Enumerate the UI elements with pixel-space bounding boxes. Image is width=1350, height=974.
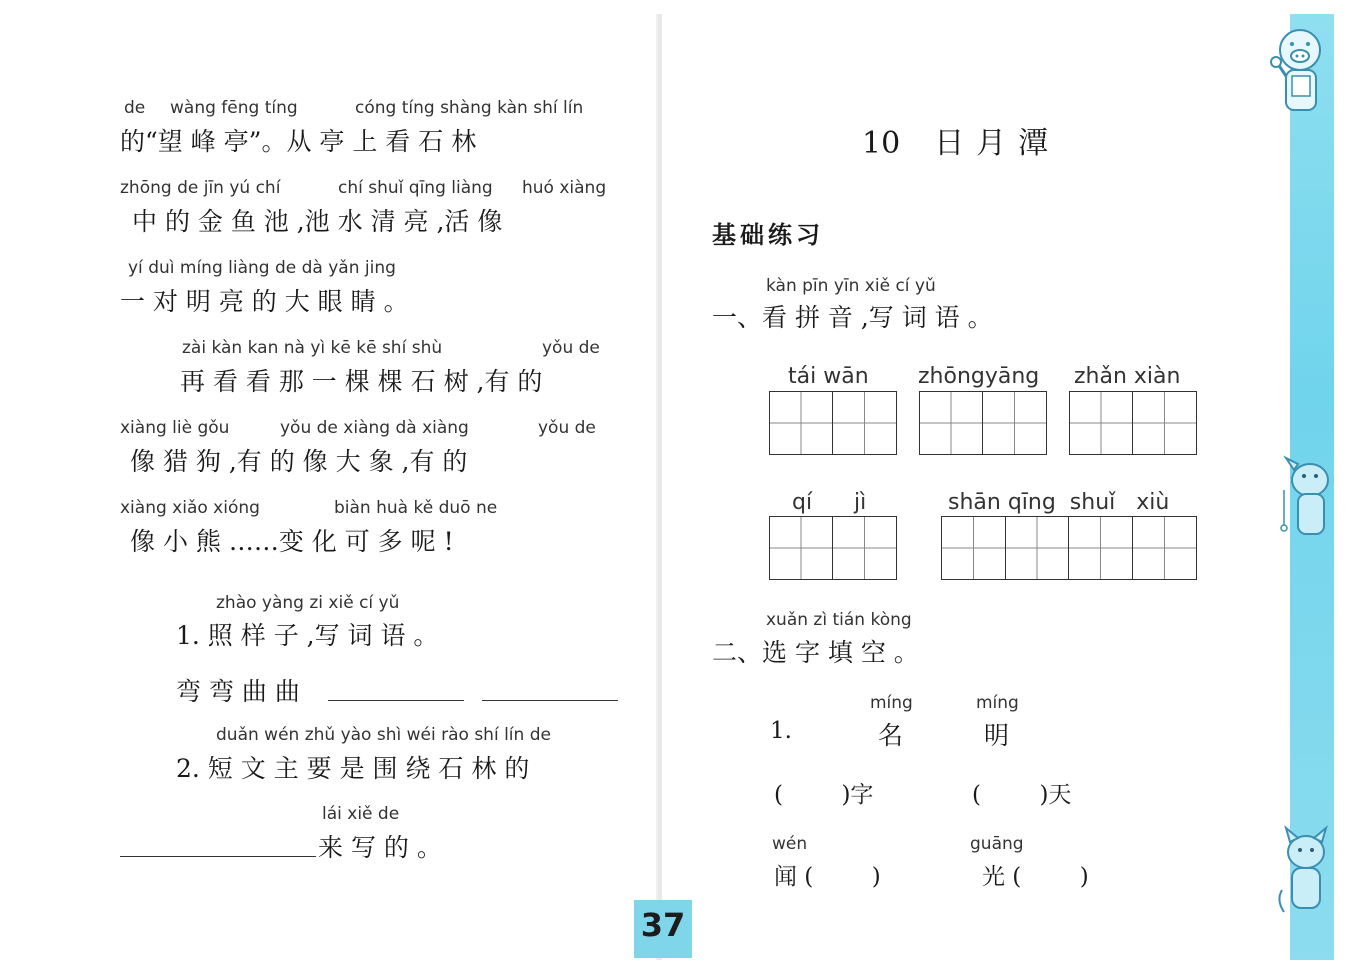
q2-prompt-end: 来 写 的 。 <box>318 833 442 862</box>
word5-pinyin: shān qīng shuǐ xiù <box>948 490 1170 515</box>
writing-cell[interactable] <box>1069 517 1133 579</box>
q1-pinyin: zhào yàng zi xiě cí yǔ <box>216 593 400 613</box>
pinyin-line-5a: xiàng liè gǒu <box>120 418 230 438</box>
pinyin-line-3: yí duì míng liàng de dà yǎn jing <box>128 258 396 278</box>
part1-pinyin: kàn pīn yīn xiě cí yǔ <box>766 276 936 296</box>
pinyin-line-2c: huó xiàng <box>522 178 607 198</box>
choice2-pinyin: míng <box>976 693 1019 713</box>
pinyin-line-5b: yǒu de xiàng dà xiàng <box>280 418 469 438</box>
text-line-5: 像 猎 狗 ,有 的 像 大 象 ,有 的 <box>130 447 468 476</box>
word1-pinyin: tái wān <box>788 364 869 389</box>
pinyin-line-4a: zài kàn kan nà yì kē kē shí shù <box>182 338 443 358</box>
q1-answer-blank-1[interactable] <box>328 700 464 701</box>
word4-writing-grid[interactable] <box>769 516 897 580</box>
pinyin-line-4b: yǒu de <box>542 338 600 358</box>
q2-pinyin-2: lái xiě de <box>322 804 400 824</box>
q1-prompt: 1. 照 样 子 ,写 词 语 。 <box>176 621 439 650</box>
section-title: 基础练习 <box>712 221 824 249</box>
writing-cell[interactable] <box>1133 392 1196 454</box>
q2-prompt: 2. 短 文 主 要 是 围 绕 石 林 的 <box>176 754 530 783</box>
text-line-3: 一 对 明 亮 的 大 眼 睛 。 <box>120 287 409 316</box>
word2-pinyin: zhōngyāng <box>918 364 1040 389</box>
text-line-1: 的“望 峰 亭”。从 亭 上 看 石 林 <box>120 127 477 156</box>
pinyin-line-2b: chí shuǐ qīng liàng <box>338 178 493 198</box>
item-number: 1. <box>770 718 792 744</box>
lesson-title <box>862 118 1060 162</box>
pinyin-line-2a: zhōng de jīn yú chí <box>120 178 281 198</box>
pinyin-line-6b: biàn huà kě duō ne <box>334 498 498 518</box>
q1-answer-blank-2[interactable] <box>482 700 618 701</box>
dog-mascot-icon <box>1276 430 1338 560</box>
row2-pinyin-1: wén <box>772 834 808 854</box>
word4-pinyin: qí jì <box>792 490 867 515</box>
lesson-title-text: 日月潭 <box>934 126 1061 161</box>
word1-writing-grid[interactable] <box>769 391 897 455</box>
word2-writing-grid[interactable] <box>919 391 1047 455</box>
row2-pinyin-2: guāng <box>970 834 1024 854</box>
writing-cell[interactable] <box>983 392 1046 454</box>
writing-cell[interactable] <box>833 517 896 579</box>
text-line-4: 再 看 看 那 一 棵 棵 石 树 ,有 的 <box>180 367 543 396</box>
pinyin-line-5c: yǒu de <box>538 418 596 438</box>
fill-blank-2[interactable]: ( )天 <box>972 782 1072 808</box>
text-line-2: 中 的 金 鱼 池 ,池 水 清 亮 ,活 像 <box>132 207 503 236</box>
choice1-char: 名 <box>878 721 904 750</box>
writing-cell[interactable] <box>770 517 833 579</box>
choice1-pinyin: míng <box>870 693 913 713</box>
writing-cell[interactable] <box>1133 517 1197 579</box>
cat-mascot-icon <box>1272 820 1338 930</box>
text-line-6: 像 小 熊 ……变 化 可 多 呢 ! <box>130 527 454 556</box>
pinyin-line-1c: cóng tíng shàng kàn shí lín <box>355 98 584 118</box>
word3-writing-grid[interactable] <box>1069 391 1197 455</box>
pinyin-line-1a: de <box>124 98 146 118</box>
q2-answer-blank[interactable] <box>120 856 316 857</box>
pinyin-line-1b: wàng fēng tíng <box>170 98 298 118</box>
word5-writing-grid[interactable] <box>941 516 1197 580</box>
fill-blank-1[interactable]: ( )字 <box>774 782 874 808</box>
fill-blank-4[interactable]: 光 ( ) <box>982 864 1089 890</box>
writing-cell[interactable] <box>770 392 833 454</box>
writing-cell[interactable] <box>833 392 896 454</box>
writing-cell[interactable] <box>920 392 983 454</box>
word3-pinyin: zhǎn xiàn <box>1074 364 1181 389</box>
part2-pinyin: xuǎn zì tián kòng <box>766 610 912 630</box>
pinyin-line-6a: xiàng xiǎo xióng <box>120 498 260 518</box>
part2-label: 二、选 字 填 空 。 <box>712 638 919 667</box>
q1-example: 弯 弯 曲 曲 <box>176 677 300 706</box>
q2-pinyin: duǎn wén zhǔ yào shì wéi rào shí lín de <box>216 725 551 745</box>
page-number: 37 <box>640 906 686 944</box>
writing-cell[interactable] <box>1070 392 1133 454</box>
writing-cell[interactable] <box>1006 517 1070 579</box>
part1-label: 一、看 拼 音 ,写 词 语 。 <box>712 303 993 332</box>
writing-cell[interactable] <box>942 517 1006 579</box>
choice2-char: 明 <box>984 721 1010 750</box>
lesson-number: 10 <box>862 126 901 161</box>
pig-mascot-icon <box>1264 24 1334 124</box>
fill-blank-3[interactable]: 闻 ( ) <box>774 864 881 890</box>
